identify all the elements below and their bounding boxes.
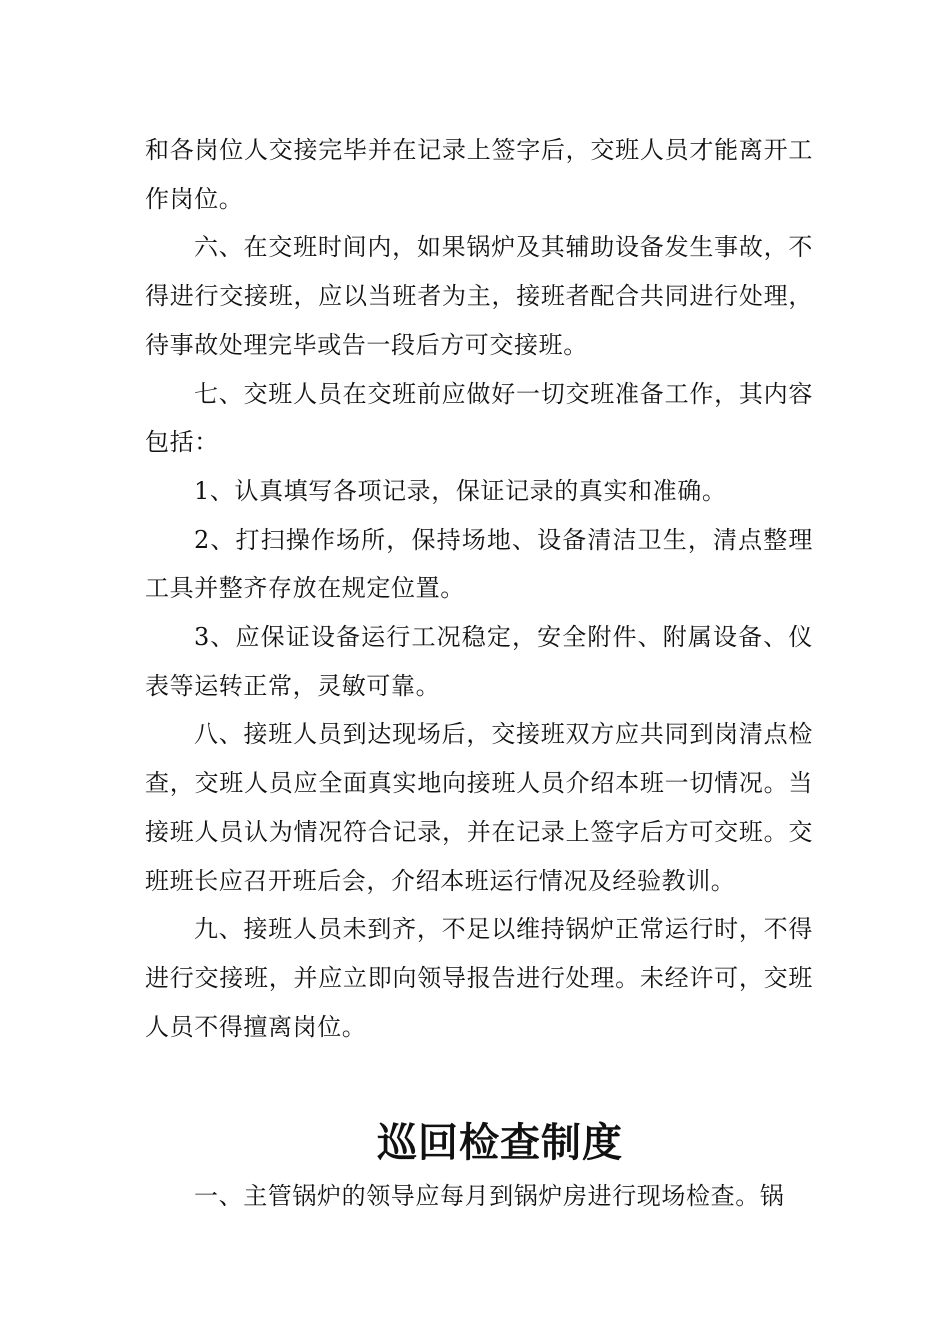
- paragraph-section-item-1: 一、主管锅炉的领导应每月到锅炉房进行现场检查。锅: [194, 1182, 785, 1210]
- paragraph-item-9: 九、接班人员未到齐，不足以维持锅炉正常运行时，不得进行交接班，并应立即向领导报告进行处理。未经许可，交班人员不得擅离岗位。: [145, 915, 813, 1041]
- body-text: [145, 126, 813, 1051]
- section-body: [145, 1172, 813, 1221]
- paragraph-item-8: 八、接班人员到达现场后，交接班双方应共同到岗清点检查，交班人员应全面真实地向接班人员介绍本班一切情况。当接班人员认为情况符合记录，并在记录上签字后方可交班。交班班长应召开班后会，介绍本班运行情况及经验教训。: [145, 720, 813, 895]
- paragraph-subitem-2: 2、打扫操作场所，保持场地、设备清洁卫生，清点整理工具并整齐存放在规定位置。: [145, 525, 813, 603]
- paragraph-continuation: 和各岗位人交接完毕并在记录上签字后，交班人员才能离开工作岗位。: [145, 136, 813, 213]
- paragraph-subitem-3: 3、应保证设备运行工况稳定，安全附件、附属设备、仪表等运转正常，灵敏可靠。: [145, 623, 813, 700]
- paragraph-item-7: 七、交班人员在交班前应做好一切交班准备工作，其内容包括：: [145, 379, 813, 457]
- section-title: 巡回检查制度: [377, 1120, 623, 1166]
- paragraph-subitem-1: 1、认真填写各项记录，保证记录的真实和准确。: [194, 476, 727, 505]
- paragraph-item-6: 六、在交班时间内，如果锅炉及其辅助设备发生事故，不得进行交接班，应以当班者为主，接班者配合共同进行处理，待事故处理完毕或告一段后方可交接班。: [145, 233, 813, 359]
